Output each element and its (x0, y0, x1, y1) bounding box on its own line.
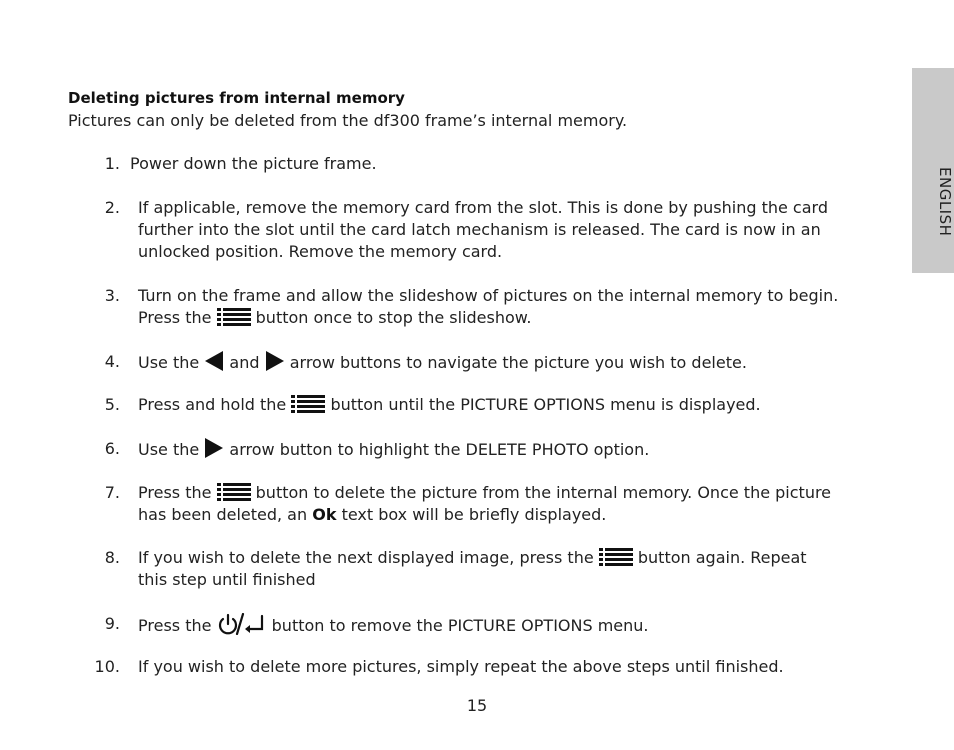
step-text: Power down the picture frame. (130, 154, 377, 173)
left-arrow-icon (204, 351, 224, 371)
menu-list-icon (599, 548, 633, 566)
step-text-post: button again. Repeat (637, 548, 807, 567)
step-number: 7. (104, 483, 120, 502)
step-text-line: further into the slot until the card latch mechanism is released. The card is now in an (138, 220, 821, 239)
step-number: 10. (94, 657, 120, 676)
step-number: 2. (104, 198, 120, 217)
ok-label: Ok (312, 505, 337, 524)
side-tab-label: ENGLISH (936, 166, 954, 237)
power-return-icon (217, 613, 267, 635)
step-text-pre: Press the (138, 483, 212, 502)
step-text-line: Turn on the frame and allow the slideshow of pictures on the internal memory to begin. (138, 286, 839, 305)
step-text-post: arrow buttons to navigate the picture you wish to delete. (289, 353, 747, 372)
step-text-post: button to delete the picture from the internal memory. Once the picture (255, 483, 832, 502)
step-8 (68, 547, 898, 595)
step-text-post: button until the PICTURE OPTIONS menu is displayed. (330, 395, 761, 414)
step-text-pre: has been deleted, an (138, 505, 308, 524)
section-heading: Deleting pictures from internal memory (68, 89, 405, 107)
step-number: 6. (104, 439, 120, 458)
step-2 (68, 197, 898, 267)
step-text-pre: Press the (138, 616, 212, 635)
step-number: 1. (104, 154, 120, 173)
step-number: 8. (104, 548, 120, 567)
step-7 (68, 482, 898, 530)
step-text-pre: Press and hold the (138, 395, 287, 414)
step-text-mid: and (229, 353, 260, 372)
step-number: 3. (104, 286, 120, 305)
step-number: 4. (104, 352, 120, 371)
step-text-pre: If you wish to delete the next displayed image, press the (138, 548, 594, 567)
language-side-tab (912, 68, 954, 273)
step-text-pre: Use the (138, 440, 200, 459)
step-text-line: unlocked position. Remove the memory card. (138, 242, 503, 261)
step-text-pre: Use the (138, 353, 200, 372)
step-text-line: If applicable, remove the memory card from the slot. This is done by pushing the card (138, 198, 828, 217)
step-number: 5. (104, 395, 120, 414)
page-number: 15 (466, 696, 488, 715)
menu-list-icon (217, 308, 251, 326)
step-text-post: arrow button to highlight the DELETE PHOTO option. (229, 440, 650, 459)
right-arrow-icon (265, 351, 285, 371)
right-arrow-icon (204, 438, 224, 458)
step-3 (68, 285, 898, 333)
step-text-pre: Press the (138, 308, 212, 327)
intro-text: Pictures can only be deleted from the df300 frame’s internal memory. (68, 111, 628, 130)
menu-list-icon (217, 483, 251, 501)
menu-list-icon (291, 395, 325, 413)
step-text-post: button once to stop the slideshow. (255, 308, 532, 327)
step-number: 9. (104, 614, 120, 633)
step-text-post: text box will be briefly displayed. (341, 505, 607, 524)
step-text: If you wish to delete more pictures, simply repeat the above steps until finished. (138, 657, 784, 676)
step-text-line: this step until finished (138, 570, 316, 589)
step-text-post: button to remove the PICTURE OPTIONS menu. (271, 616, 649, 635)
